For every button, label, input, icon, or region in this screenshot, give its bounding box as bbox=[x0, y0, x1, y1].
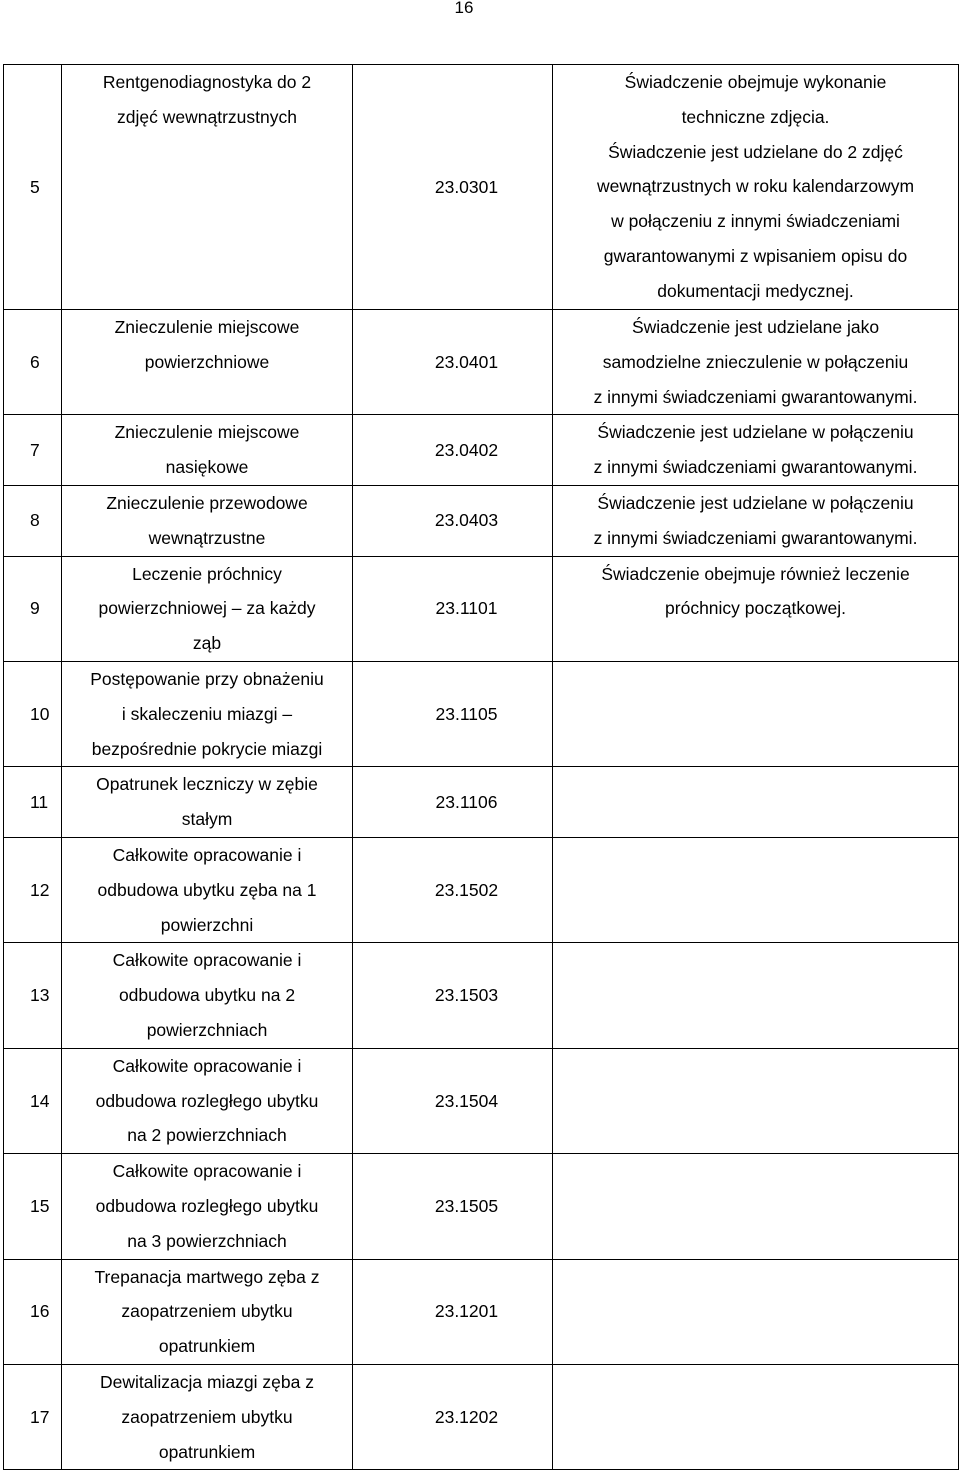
row-number: 10 bbox=[4, 661, 62, 766]
row-number: 9 bbox=[4, 556, 62, 661]
service-code: 23.1106 bbox=[353, 767, 553, 838]
table-row bbox=[4, 767, 959, 838]
services-table bbox=[3, 64, 959, 1470]
service-name: Całkowite opracowanie i odbudowa ubytku na 2 powierzchniach bbox=[62, 943, 353, 1048]
service-description bbox=[553, 661, 959, 766]
service-name: Całkowite opracowanie i odbudowa rozległego ubytku na 3 powierzchniach bbox=[62, 1154, 353, 1259]
service-description: Świadczenie obejmuje również leczenie próchnicy początkowej. bbox=[553, 556, 959, 661]
table-row bbox=[4, 485, 959, 556]
service-name: Znieczulenie przewodowe wewnątrzustne bbox=[62, 485, 353, 556]
service-code: 23.1201 bbox=[353, 1259, 553, 1364]
service-code: 23.0401 bbox=[353, 310, 553, 415]
service-code: 23.1202 bbox=[353, 1364, 553, 1469]
row-number: 8 bbox=[4, 485, 62, 556]
service-code: 23.1503 bbox=[353, 943, 553, 1048]
table-row bbox=[4, 837, 959, 942]
row-number: 11 bbox=[4, 767, 62, 838]
service-description bbox=[553, 1364, 959, 1469]
service-description bbox=[553, 1259, 959, 1364]
service-description: Świadczenie obejmuje wykonanie techniczne zdjęcia. Świadczenie jest udzielane do 2 zdjęć wewnątrzustnych w roku kalendarzowym w połączeniu z innymi świadczeniami gwarantowanymi z wpisaniem opisu do dokumentacji medycznej. bbox=[553, 65, 959, 310]
service-description: Świadczenie jest udzielane w połączeniu z innymi świadczeniami gwarantowanymi. bbox=[553, 485, 959, 556]
table-row bbox=[4, 556, 959, 661]
service-code: 23.1101 bbox=[353, 556, 553, 661]
row-number: 13 bbox=[4, 943, 62, 1048]
service-code: 23.0402 bbox=[353, 415, 553, 486]
service-description bbox=[553, 943, 959, 1048]
service-description bbox=[553, 767, 959, 838]
service-code: 23.1505 bbox=[353, 1154, 553, 1259]
service-description bbox=[553, 837, 959, 942]
table-row bbox=[4, 415, 959, 486]
service-name: Dewitalizacja miazgi zęba z zaopatrzeniem ubytku opatrunkiem bbox=[62, 1364, 353, 1469]
table-row bbox=[4, 1048, 959, 1153]
row-number: 6 bbox=[4, 310, 62, 415]
table-row bbox=[4, 1259, 959, 1364]
row-number: 7 bbox=[4, 415, 62, 486]
page-number: 16 bbox=[454, 0, 474, 17]
service-description: Świadczenie jest udzielane w połączeniu z innymi świadczeniami gwarantowanymi. bbox=[553, 415, 959, 486]
table-row bbox=[4, 943, 959, 1048]
service-name: Całkowite opracowanie i odbudowa rozległego ubytku na 2 powierzchniach bbox=[62, 1048, 353, 1153]
service-name: Rentgenodiagnostyka do 2 zdjęć wewnątrzustnych bbox=[62, 65, 353, 310]
service-name: Całkowite opracowanie i odbudowa ubytku zęba na 1 powierzchni bbox=[62, 837, 353, 942]
row-number: 16 bbox=[4, 1259, 62, 1364]
row-number: 17 bbox=[4, 1364, 62, 1469]
service-code: 23.0301 bbox=[353, 65, 553, 310]
row-number: 15 bbox=[4, 1154, 62, 1259]
service-description: Świadczenie jest udzielane jako samodzielne znieczulenie w połączeniu z innymi świadczeniami gwarantowanymi. bbox=[553, 310, 959, 415]
service-name: Leczenie próchnicy powierzchniowej – za każdy ząb bbox=[62, 556, 353, 661]
service-description bbox=[553, 1048, 959, 1153]
service-name: Postępowanie przy obnażeniu i skaleczeniu miazgi – bezpośrednie pokrycie miazgi bbox=[62, 661, 353, 766]
table-row bbox=[4, 310, 959, 415]
table-row bbox=[4, 1364, 959, 1469]
table-row bbox=[4, 661, 959, 766]
table-row bbox=[4, 1154, 959, 1259]
service-name: Trepanacja martwego zęba z zaopatrzeniem ubytku opatrunkiem bbox=[62, 1259, 353, 1364]
service-code: 23.1502 bbox=[353, 837, 553, 942]
service-code: 23.0403 bbox=[353, 485, 553, 556]
service-name: Znieczulenie miejscowe powierzchniowe bbox=[62, 310, 353, 415]
row-number: 5 bbox=[4, 65, 62, 310]
table-row bbox=[4, 65, 959, 310]
row-number: 14 bbox=[4, 1048, 62, 1153]
service-name: Opatrunek leczniczy w zębie stałym bbox=[62, 767, 353, 838]
service-code: 23.1105 bbox=[353, 661, 553, 766]
row-number: 12 bbox=[4, 837, 62, 942]
service-name: Znieczulenie miejscowe nasiękowe bbox=[62, 415, 353, 486]
service-description bbox=[553, 1154, 959, 1259]
service-code: 23.1504 bbox=[353, 1048, 553, 1153]
